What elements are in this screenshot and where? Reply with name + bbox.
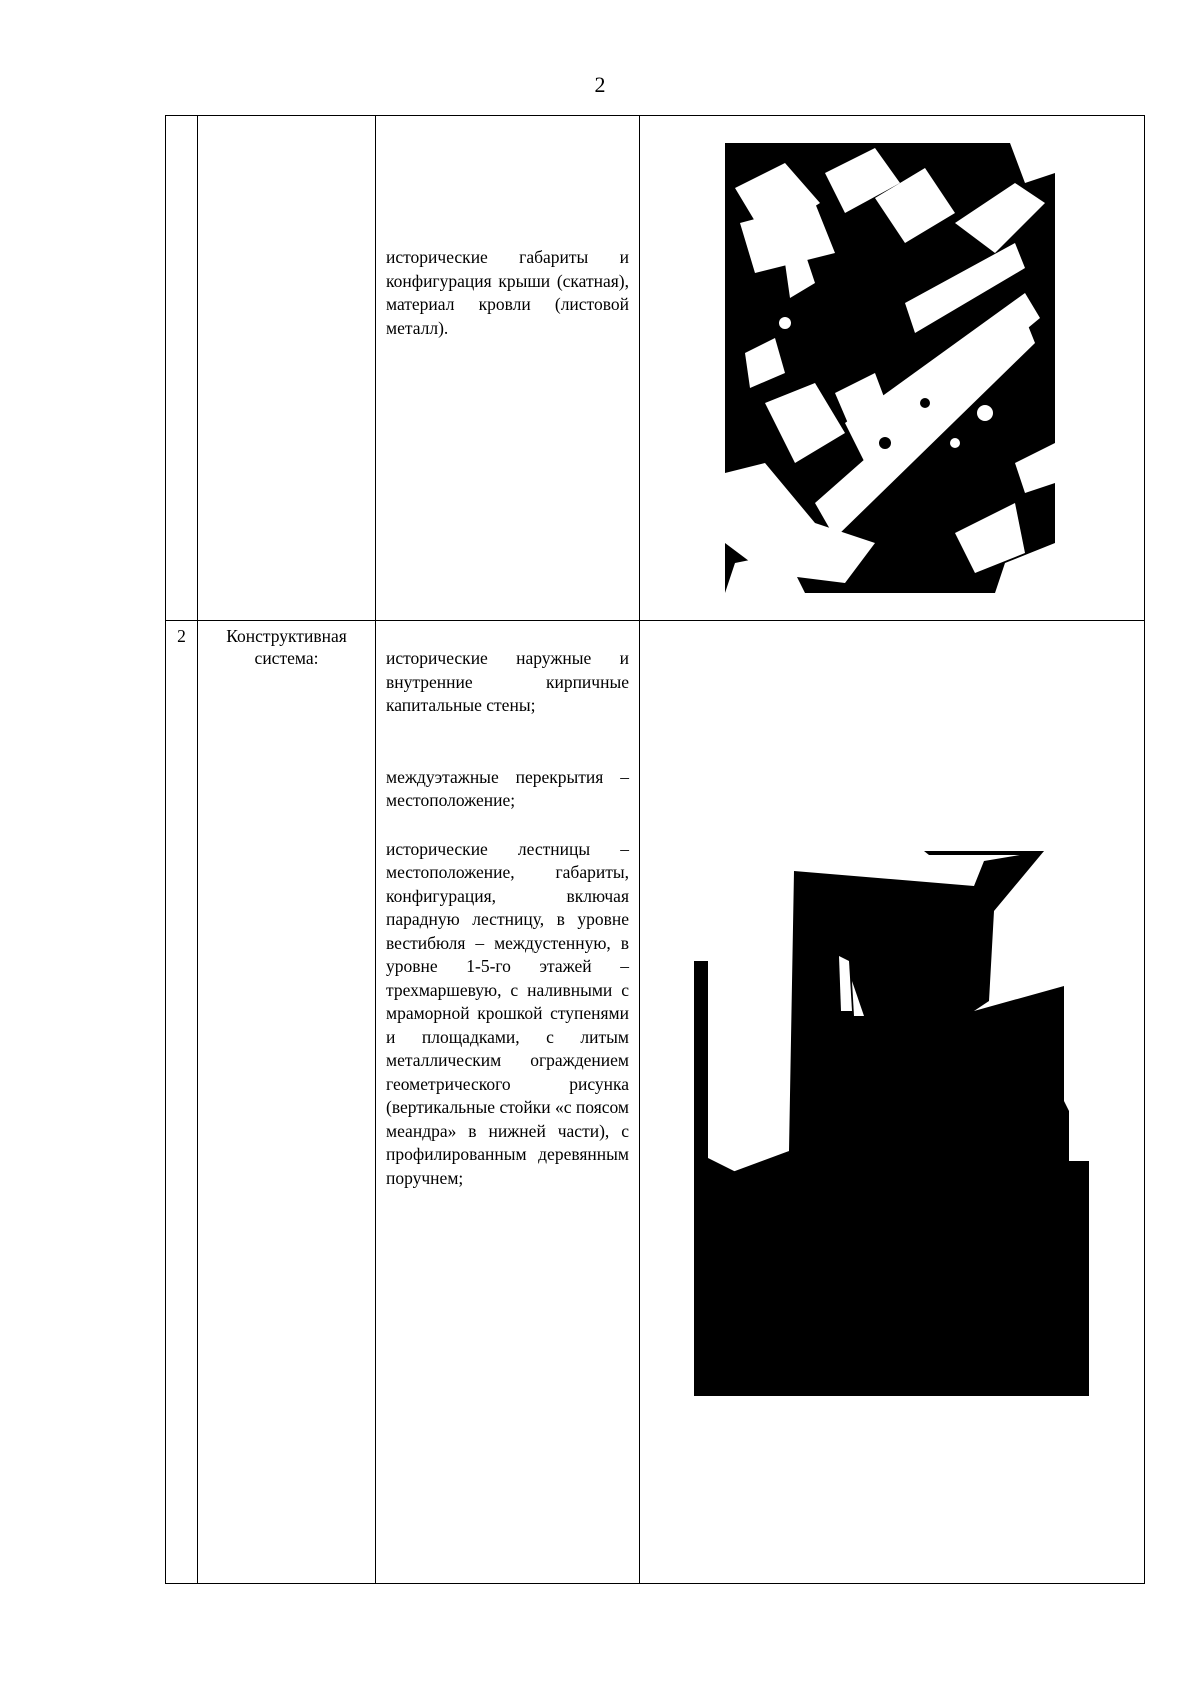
table-row bbox=[166, 116, 1145, 621]
description-paragraph: междуэтажные перекрытия – местоположение; bbox=[386, 766, 629, 810]
photo-cell bbox=[640, 116, 1145, 621]
description-paragraph: исторические габариты и конфигурация крыши (скатная), материал кровли (листовой металл). bbox=[386, 247, 629, 338]
row-label-cell bbox=[198, 116, 376, 621]
photo-cell bbox=[640, 621, 1145, 1584]
description-paragraph: исторические лестницы – местоположение, габариты, конфигурация, включая парадную лестницу, в уровне вестибюля – междустенную, в уровне 1-5-го этажей – трехмаршевую, с наливными с мраморной крошкой ступенями и площадками, с литым металлическим ограждением геометрического рисунка (вертикальные стойки «с поясом меандра» в нижней части), с профилированным деревянным поручнем; bbox=[386, 838, 629, 1188]
row-number-cell bbox=[166, 116, 198, 621]
row-description-cell bbox=[376, 621, 640, 1584]
row-number-cell: 2 bbox=[166, 621, 198, 1584]
row-description-cell bbox=[376, 116, 640, 621]
heritage-table bbox=[165, 115, 1145, 1584]
aerial-roof-photo bbox=[725, 143, 1055, 593]
description-paragraph: исторические наружные и внутренние кирпичные капитальные стены; bbox=[386, 648, 629, 715]
table-row bbox=[166, 621, 1145, 1584]
page-number: 2 bbox=[594, 72, 606, 97]
row-label-cell: Конструктивная система: bbox=[198, 621, 376, 1584]
staircase-photo bbox=[694, 851, 1089, 1396]
